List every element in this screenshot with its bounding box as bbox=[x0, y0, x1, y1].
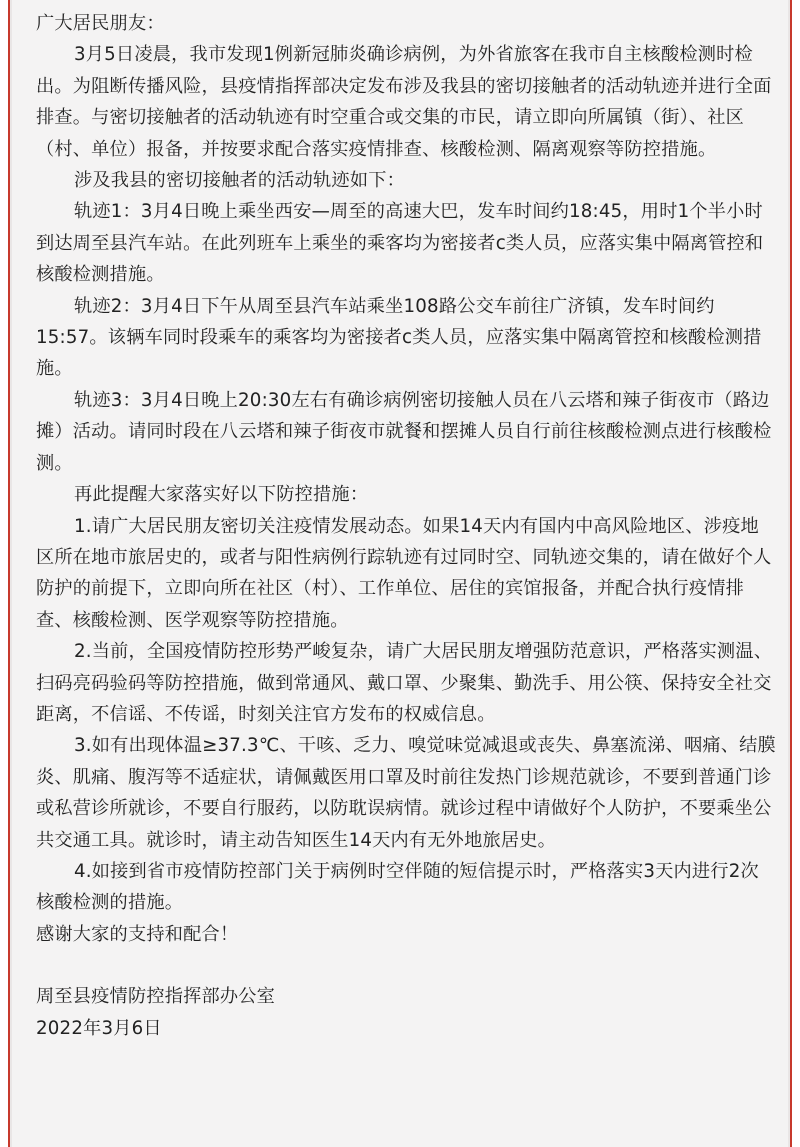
greeting: 广大居民朋友： bbox=[36, 13, 165, 34]
measures-heading: 再此提醒大家落实好以下防控措施： bbox=[74, 484, 369, 506]
signature: 周至县疫情防控指挥部办公室 bbox=[36, 986, 276, 1008]
track-item-2: 轨迹2：3月4日下午从周至县汽车站乘坐108路公交车前往广济镇，发车时间约15:57。该辆车同时段乘车的乘客均为密接者c类人员，应落实集中隔离管控和核酸检测措施。 bbox=[36, 295, 762, 380]
issue-date: 2022年3月6日 bbox=[36, 1017, 162, 1039]
track-item-1: 轨迹1：3月4日晚上乘坐西安—周至的高速大巴，发车时间约18:45，用时1个半小时到达周至县汽车站。在此列班车上乘坐的乘客均为密接者c类人员，应落实集中隔离管控和核酸检测措施。 bbox=[36, 201, 764, 286]
blank-line bbox=[36, 950, 776, 981]
measure-item-4: 4.如接到省市疫情防控部门关于病例时空伴随的短信提示时，严格落实3天内进行2次核酸检测的措施。 bbox=[36, 860, 759, 914]
tracks-heading: 涉及我县的密切接触者的活动轨迹如下： bbox=[74, 170, 405, 192]
notice-page bbox=[12, 0, 788, 1147]
intro-paragraph: 3月5日凌晨，我市发现1例新冠肺炎确诊病例，为外省旅客在我市自主核酸检测时检出。为阻断传播风险，县疫情指挥部决定发布涉及我县的密切接触者的活动轨迹并进行全面排查。与密切接触者的活动轨迹有时空重合或交集的市民，请立即向所属镇（街）、社区（村、单位）报备，并按要求配合落实疫情排查、核酸检测、隔离观察等防控措施。 bbox=[36, 44, 772, 160]
measure-item-2: 2.当前，全国疫情防控形势严峻复杂，请广大居民朋友增强防范意识，严格落实测温、扫码亮码验码等防控措施，做到常通风、戴口罩、少聚集、勤洗手、用公筷、保持安全社交距离，不信谣、不传谣，时刻关注官方发布的权威信息。 bbox=[36, 641, 773, 725]
thanks-line: 感谢大家的支持和配合！ bbox=[36, 923, 239, 945]
track-item-3: 轨迹3：3月4日晚上20:30左右有确诊病例密切接触人员在八云塔和辣子街夜市（路边摊）活动。请同时段在八云塔和辣子街夜市就餐和摆摊人员自行前往核酸检测点进行核酸检测。 bbox=[36, 389, 772, 474]
measure-item-3: 3.如有出现体温≥37.3℃、干咳、乏力、嗅觉味觉减退或丧失、鼻塞流涕、咽痛、结膜炎、肌痛、腹泻等不适症状，请佩戴医用口罩及时前往发热门诊规范就诊，不要到普通门诊或私营诊所就诊，不要自行服药，以防耽误病情。就诊过程中请做好个人防护，不要乘坐公共交通工具。就诊时，请主动告知医生14天内有无外地旅居史。 bbox=[36, 735, 776, 851]
notice-body bbox=[36, 8, 776, 1044]
measure-item-1: 1.请广大居民朋友密切关注疫情发展动态。如果14天内有国内中高风险地区、涉疫地区所在地市旅居史的，或者与阳性病例行踪轨迹有过同时空、同轨迹交集的，请在做好个人防护的前提下，立即向所在社区（村）、工作单位、居住的宾馆报备，并配合执行疫情排查、核酸检测、医学观察等防控措施。 bbox=[36, 515, 772, 631]
left-border bbox=[0, 0, 10, 1147]
right-border bbox=[790, 0, 800, 1147]
